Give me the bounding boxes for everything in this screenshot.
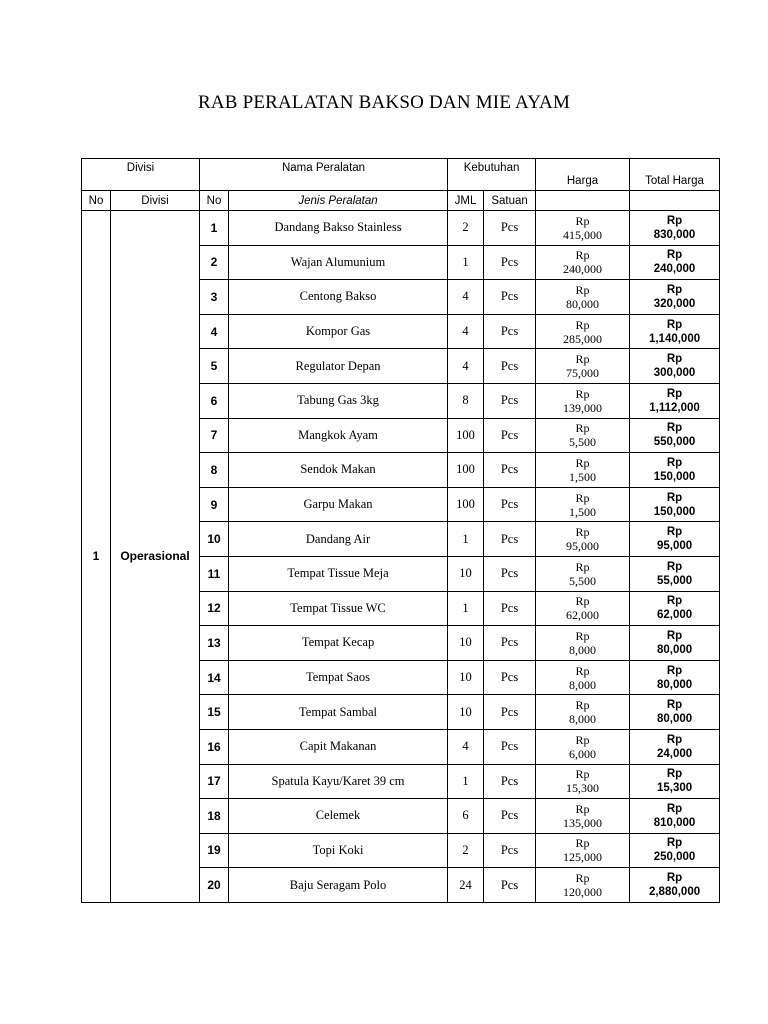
header-row-1 [82, 159, 720, 191]
item-total [630, 487, 720, 522]
item-name: Dandang Bakso Stainless [229, 211, 448, 246]
total-value: 320,000 [653, 297, 696, 310]
total-currency: Rp [666, 595, 683, 608]
harga-currency: Rp [575, 248, 590, 263]
item-satuan: Pcs [484, 764, 536, 799]
total-value: 62,000 [656, 609, 693, 622]
harga-value: 80,000 [566, 296, 600, 311]
item-harga [536, 729, 630, 764]
harga-value: 62,000 [566, 608, 600, 623]
total-value: 15,300 [656, 782, 693, 795]
item-jml: 10 [448, 626, 484, 661]
item-total [630, 556, 720, 591]
total-currency: Rp [666, 802, 683, 815]
total-currency: Rp [666, 249, 683, 262]
harga-value: 15,300 [566, 781, 600, 796]
item-total [630, 868, 720, 903]
item-name: Tempat Saos [229, 660, 448, 695]
header-jenis-peralatan: Jenis Peralatan [229, 191, 448, 211]
item-no: 4 [200, 314, 229, 349]
header-no: No [82, 191, 111, 211]
total-currency: Rp [666, 560, 683, 573]
total-currency: Rp [666, 629, 683, 642]
header-harga: Harga [536, 159, 630, 191]
total-value: 24,000 [656, 747, 693, 760]
total-value: 550,000 [653, 436, 696, 449]
item-total [630, 626, 720, 661]
item-harga [536, 660, 630, 695]
item-no: 6 [200, 383, 229, 418]
item-name: Dandang Air [229, 522, 448, 557]
total-currency: Rp [666, 214, 683, 227]
item-jml: 4 [448, 280, 484, 315]
item-satuan: Pcs [484, 833, 536, 868]
item-no: 3 [200, 280, 229, 315]
header-no-item: No [200, 191, 229, 211]
item-jml: 10 [448, 695, 484, 730]
harga-value: 8,000 [569, 712, 597, 727]
item-jml: 100 [448, 418, 484, 453]
rab-table [81, 158, 720, 903]
item-no: 18 [200, 799, 229, 834]
item-total [630, 833, 720, 868]
item-name: Kompor Gas [229, 314, 448, 349]
harga-currency: Rp [575, 559, 590, 574]
harga-currency: Rp [575, 836, 590, 851]
item-jml: 10 [448, 556, 484, 591]
harga-currency: Rp [575, 421, 590, 436]
header-divisi: Divisi [111, 191, 200, 211]
header-nama-peralatan: Nama Peralatan [200, 159, 448, 191]
harga-value: 5,500 [569, 573, 597, 588]
item-no: 11 [200, 556, 229, 591]
item-total [630, 729, 720, 764]
harga-currency: Rp [575, 455, 590, 470]
item-total [630, 211, 720, 246]
item-name: Capit Makanan [229, 729, 448, 764]
item-jml: 10 [448, 660, 484, 695]
item-total [630, 383, 720, 418]
item-name: Tempat Kecap [229, 626, 448, 661]
item-satuan: Pcs [484, 660, 536, 695]
item-name: Sendok Makan [229, 453, 448, 488]
item-name: Topi Koki [229, 833, 448, 868]
item-no: 2 [200, 245, 229, 280]
item-satuan: Pcs [484, 556, 536, 591]
item-harga [536, 833, 630, 868]
header-jml: JML [448, 191, 484, 211]
header-total-harga: Total Harga [630, 159, 720, 191]
harga-currency: Rp [575, 628, 590, 643]
item-harga [536, 556, 630, 591]
item-satuan: Pcs [484, 383, 536, 418]
harga-value: 1,500 [569, 504, 597, 519]
item-satuan: Pcs [484, 729, 536, 764]
harga-currency: Rp [575, 594, 590, 609]
item-harga [536, 349, 630, 384]
table-row [82, 211, 720, 246]
item-total [630, 349, 720, 384]
item-total [630, 453, 720, 488]
harga-value: 8,000 [569, 677, 597, 692]
item-harga [536, 383, 630, 418]
harga-value: 415,000 [563, 227, 603, 242]
item-satuan: Pcs [484, 314, 536, 349]
total-currency: Rp [666, 664, 683, 677]
item-harga [536, 487, 630, 522]
item-harga [536, 764, 630, 799]
total-currency: Rp [666, 283, 683, 296]
item-jml: 6 [448, 799, 484, 834]
item-harga [536, 591, 630, 626]
item-name: Tempat Tissue WC [229, 591, 448, 626]
item-jml: 4 [448, 349, 484, 384]
item-name: Centong Bakso [229, 280, 448, 315]
total-value: 80,000 [656, 713, 693, 726]
harga-currency: Rp [575, 871, 590, 886]
harga-value: 5,500 [569, 435, 597, 450]
item-name: Celemek [229, 799, 448, 834]
total-currency: Rp [666, 353, 683, 366]
item-satuan: Pcs [484, 799, 536, 834]
total-currency: Rp [666, 837, 683, 850]
item-jml: 2 [448, 833, 484, 868]
item-total [630, 522, 720, 557]
harga-currency: Rp [575, 767, 590, 782]
item-total [630, 245, 720, 280]
harga-value: 75,000 [566, 366, 600, 381]
total-currency: Rp [666, 699, 683, 712]
harga-currency: Rp [575, 490, 590, 505]
total-currency: Rp [666, 456, 683, 469]
item-no: 16 [200, 729, 229, 764]
header-row-2 [82, 191, 720, 211]
harga-currency: Rp [575, 213, 590, 228]
item-no: 17 [200, 764, 229, 799]
item-no: 19 [200, 833, 229, 868]
harga-value: 139,000 [563, 400, 603, 415]
item-harga [536, 868, 630, 903]
item-harga [536, 245, 630, 280]
total-currency: Rp [666, 733, 683, 746]
item-total [630, 799, 720, 834]
harga-currency: Rp [575, 663, 590, 678]
item-no: 5 [200, 349, 229, 384]
item-no: 10 [200, 522, 229, 557]
division-no: 1 [82, 211, 111, 903]
item-name: Baju Seragam Polo [229, 868, 448, 903]
item-harga [536, 280, 630, 315]
item-total [630, 591, 720, 626]
item-total [630, 660, 720, 695]
total-currency: Rp [666, 491, 683, 504]
item-name: Spatula Kayu/Karet 39 cm [229, 764, 448, 799]
total-value: 300,000 [653, 367, 696, 380]
item-jml: 4 [448, 729, 484, 764]
total-currency: Rp [666, 422, 683, 435]
item-jml: 8 [448, 383, 484, 418]
item-jml: 100 [448, 487, 484, 522]
item-harga [536, 314, 630, 349]
item-jml: 1 [448, 522, 484, 557]
item-no: 20 [200, 868, 229, 903]
item-name: Wajan Alumunium [229, 245, 448, 280]
item-total [630, 314, 720, 349]
item-jml: 2 [448, 211, 484, 246]
harga-value: 285,000 [563, 331, 603, 346]
harga-currency: Rp [575, 282, 590, 297]
harga-value: 125,000 [563, 850, 603, 865]
total-value: 150,000 [653, 505, 696, 518]
total-currency: Rp [666, 526, 683, 539]
item-satuan: Pcs [484, 211, 536, 246]
item-jml: 1 [448, 591, 484, 626]
total-value: 95,000 [656, 540, 693, 553]
item-satuan: Pcs [484, 591, 536, 626]
item-total [630, 695, 720, 730]
item-satuan: Pcs [484, 695, 536, 730]
item-no: 12 [200, 591, 229, 626]
header-divisi-group: Divisi [82, 159, 200, 191]
item-harga [536, 799, 630, 834]
total-value: 240,000 [653, 263, 696, 276]
item-name: Garpu Makan [229, 487, 448, 522]
item-no: 8 [200, 453, 229, 488]
total-value: 80,000 [656, 643, 693, 656]
item-harga [536, 522, 630, 557]
item-jml: 24 [448, 868, 484, 903]
item-name: Tempat Tissue Meja [229, 556, 448, 591]
harga-value: 95,000 [566, 539, 600, 554]
item-harga [536, 211, 630, 246]
header-total-empty [630, 191, 720, 211]
item-satuan: Pcs [484, 453, 536, 488]
total-value: 1,140,000 [648, 332, 701, 345]
item-satuan: Pcs [484, 487, 536, 522]
harga-currency: Rp [575, 732, 590, 747]
harga-value: 240,000 [563, 262, 603, 277]
item-satuan: Pcs [484, 522, 536, 557]
item-total [630, 764, 720, 799]
item-no: 9 [200, 487, 229, 522]
item-satuan: Pcs [484, 626, 536, 661]
harga-value: 6,000 [569, 746, 597, 761]
harga-currency: Rp [575, 801, 590, 816]
item-jml: 100 [448, 453, 484, 488]
total-value: 810,000 [653, 816, 696, 829]
total-value: 150,000 [653, 470, 696, 483]
total-value: 55,000 [656, 574, 693, 587]
item-harga [536, 453, 630, 488]
item-no: 15 [200, 695, 229, 730]
item-total [630, 418, 720, 453]
item-jml: 1 [448, 245, 484, 280]
header-harga-empty [536, 191, 630, 211]
item-harga [536, 695, 630, 730]
total-currency: Rp [666, 318, 683, 331]
item-satuan: Pcs [484, 245, 536, 280]
item-no: 7 [200, 418, 229, 453]
table-body [82, 211, 720, 903]
item-jml: 1 [448, 764, 484, 799]
total-currency: Rp [666, 872, 683, 885]
item-satuan: Pcs [484, 418, 536, 453]
header-kebutuhan: Kebutuhan [448, 159, 536, 191]
division-name: Operasional [111, 211, 200, 903]
item-jml: 4 [448, 314, 484, 349]
total-currency: Rp [666, 768, 683, 781]
harga-currency: Rp [575, 698, 590, 713]
item-name: Tabung Gas 3kg [229, 383, 448, 418]
item-satuan: Pcs [484, 349, 536, 384]
harga-value: 1,500 [569, 469, 597, 484]
harga-currency: Rp [575, 525, 590, 540]
page-title: RAB PERALATAN BAKSO DAN MIE AYAM [197, 92, 571, 113]
item-satuan: Pcs [484, 868, 536, 903]
item-harga [536, 418, 630, 453]
total-value: 830,000 [653, 228, 696, 241]
header-satuan: Satuan [484, 191, 536, 211]
item-name: Regulator Depan [229, 349, 448, 384]
item-no: 13 [200, 626, 229, 661]
item-harga [536, 626, 630, 661]
total-value: 2,880,000 [648, 886, 701, 899]
item-no: 14 [200, 660, 229, 695]
total-value: 80,000 [656, 678, 693, 691]
harga-value: 8,000 [569, 642, 597, 657]
harga-currency: Rp [575, 352, 590, 367]
item-name: Mangkok Ayam [229, 418, 448, 453]
total-currency: Rp [666, 387, 683, 400]
total-value: 250,000 [653, 851, 696, 864]
harga-value: 120,000 [563, 885, 603, 900]
item-satuan: Pcs [484, 280, 536, 315]
harga-currency: Rp [575, 386, 590, 401]
total-value: 1,112,000 [649, 401, 700, 414]
item-name: Tempat Sambal [229, 695, 448, 730]
harga-value: 135,000 [563, 815, 603, 830]
harga-currency: Rp [575, 317, 590, 332]
item-no: 1 [200, 211, 229, 246]
item-total [630, 280, 720, 315]
